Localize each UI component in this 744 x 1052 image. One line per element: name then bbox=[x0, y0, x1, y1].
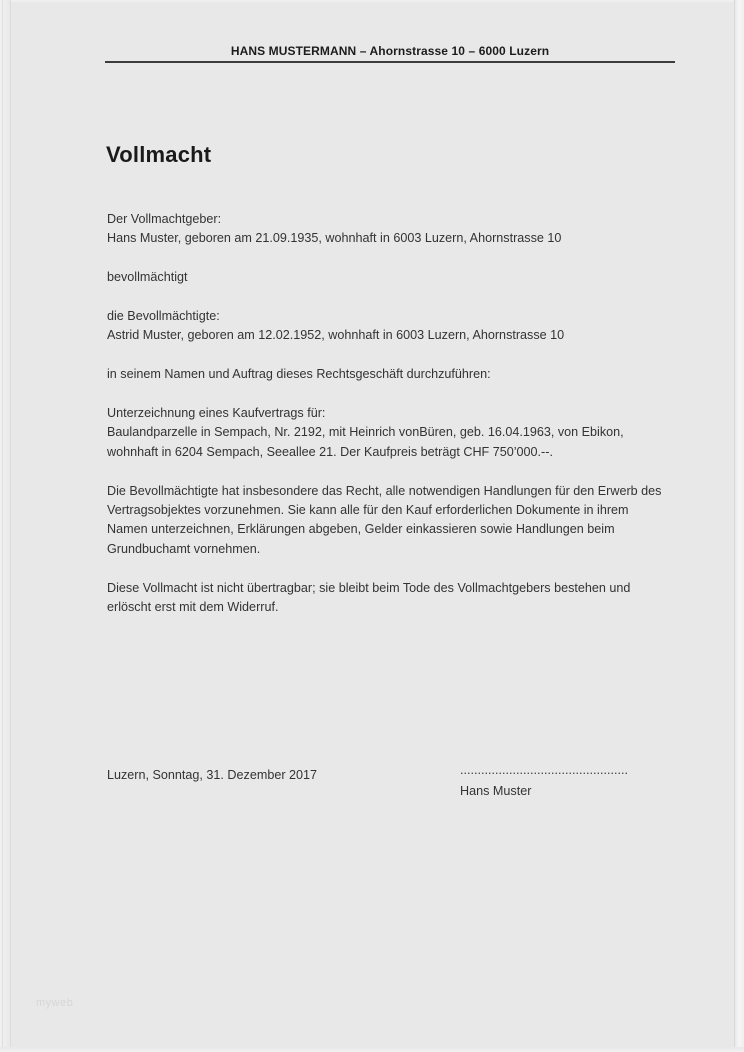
text-line: erlöscht erst mit dem Widerruf. bbox=[107, 600, 279, 615]
text-line: Vertragsobjektes vorzunehmen. Sie kann alle für den Kauf erforderlichen Dokumente in ihrem bbox=[107, 503, 629, 518]
text-line: Namen unterzeichnen, Erklärungen abgeben, Gelder einkassieren sowie Handlungen beim bbox=[107, 522, 615, 537]
document-title: Vollmacht bbox=[106, 142, 212, 167]
signatory-name: Hans Muster bbox=[460, 784, 532, 798]
text-line: Hans Muster, geboren am 21.09.1935, wohnhaft in 6003 Luzern, Ahornstrasse 10 bbox=[107, 231, 562, 246]
paragraph-transaction bbox=[107, 404, 707, 462]
text-line: bevollmächtigt bbox=[107, 270, 188, 285]
paragraph-powers bbox=[107, 482, 707, 560]
text-line: Astrid Muster, geboren am 12.02.1952, wohnhaft in 6003 Luzern, Ahornstrasse 10 bbox=[107, 328, 565, 343]
text-line: Grundbuchamt vornehmen. bbox=[107, 541, 261, 556]
paragraph-purpose bbox=[107, 365, 707, 384]
text-line: in seinem Namen und Auftrag dieses Rechtsgeschäft durchzuführen: bbox=[107, 367, 491, 382]
page-edge-left bbox=[0, 0, 11, 1052]
date-place-line: Luzern, Sonntag, 31. Dezember 2017 bbox=[107, 768, 318, 782]
letterhead: HANS MUSTERMANN – Ahornstrasse 10 – 6000 Luzern bbox=[105, 44, 675, 63]
page-edge-bottom bbox=[0, 1047, 744, 1052]
text-line: wohnhaft in 6204 Sempach, Seeallee 21. Der Kaufpreis beträgt CHF 750’000.--. bbox=[107, 444, 553, 459]
scan-watermark: myweb bbox=[36, 997, 74, 1009]
signature-dotted-line: ................................................ bbox=[460, 763, 628, 777]
text-line: die Bevollmächtigte: bbox=[107, 309, 220, 323]
page-edge-top bbox=[0, 0, 744, 3]
paragraph-authorizes bbox=[107, 268, 707, 287]
text-line: Der Vollmachtgeber: bbox=[107, 212, 222, 226]
signature-block bbox=[460, 763, 660, 801]
text-line: Diese Vollmacht ist nicht übertragbar; sie bleibt beim Tode des Vollmachtgebers bestehen und bbox=[107, 580, 631, 595]
page-edge-right bbox=[734, 0, 744, 1052]
paragraph-agent bbox=[107, 307, 707, 346]
text-line: Die Bevollmächtigte hat insbesondere das Recht, alle notwendigen Handlungen für den Erwerb des bbox=[107, 483, 662, 498]
paragraph-principal bbox=[107, 210, 707, 249]
letter-body bbox=[107, 210, 707, 637]
text-line: Unterzeichnung eines Kaufvertrags für: bbox=[107, 406, 326, 420]
text-line: Baulandparzelle in Sempach, Nr. 2192, mit Heinrich vonBüren, geb. 16.04.1963, von Ebikon, bbox=[107, 425, 624, 440]
paragraph-revocation bbox=[107, 579, 707, 618]
